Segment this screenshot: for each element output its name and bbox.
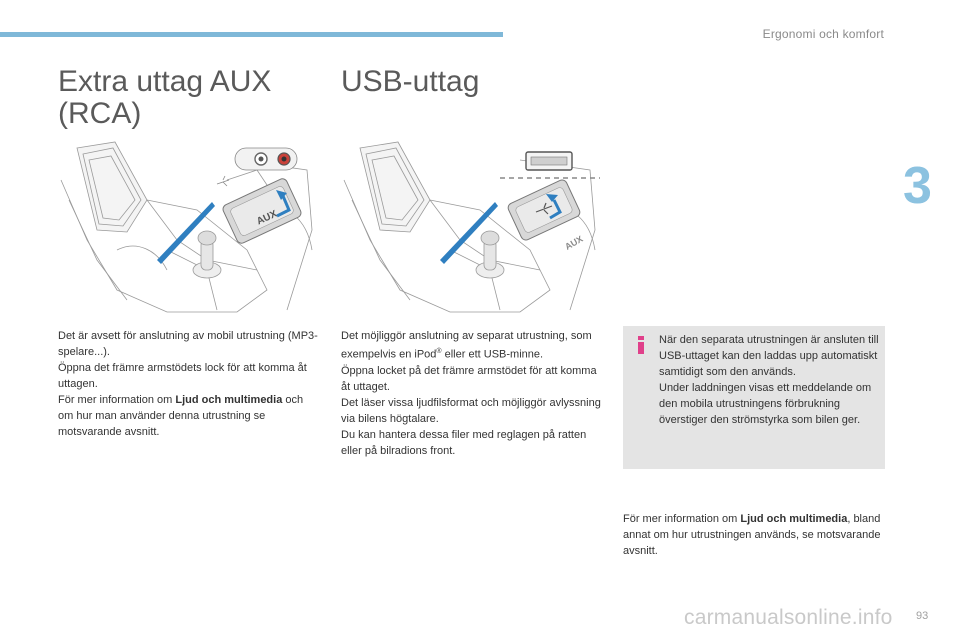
info-box	[623, 326, 885, 469]
watermark: carmanualsonline.info	[684, 606, 893, 629]
aux-description	[58, 328, 320, 440]
usb-description	[341, 328, 605, 459]
usb-text-1	[341, 328, 605, 363]
bottom-note-post: , bland annat om hur utrustningen används, se motsvarande avsnitt.	[623, 513, 881, 557]
aux-illustration-label: AUX	[255, 208, 279, 228]
registered-mark: ®	[436, 348, 442, 355]
aux-text-1: Det är avsett för anslutning av mobil utrustning (MP3-spelare...).	[58, 330, 318, 358]
page-number: 93	[916, 610, 929, 622]
usb-text-3: Det läser vissa ljudfilsformat och möjliggör avlyssning via bilens högtalare.	[341, 396, 601, 425]
header-accent-bar	[0, 32, 503, 37]
bottom-note-text	[623, 511, 893, 559]
usb-text-2: Öppna locket på det främre armstödet för att komma åt uttaget.	[341, 364, 597, 393]
aux-text-3-pre: För mer information om	[58, 394, 176, 406]
info-text-2: Under laddningen visas ett meddelande om den mobila utrustningens förbrukning överstiger den strömstyrka som bilen ger.	[659, 382, 872, 426]
info-icon	[634, 336, 648, 354]
aux-text-3-post: och om hur man använder denna utrustning se motsvarande avsnitt.	[58, 394, 304, 438]
aux-illustration	[57, 140, 317, 316]
info-text	[659, 332, 881, 428]
usb-text-4: Du kan hantera dessa filer med reglagen på ratten eller på bilradions front.	[341, 428, 587, 457]
aux-heading-line1: Extra uttag AUX	[58, 65, 272, 98]
bottom-note	[623, 511, 893, 559]
usb-heading: USB-uttag	[341, 65, 480, 98]
section-title: Ergonomi och komfort	[762, 27, 884, 41]
usb-illustration-label: AUX	[563, 233, 585, 252]
aux-text-3-bold: Ljud och multimedia	[175, 394, 283, 406]
bottom-note-pre: För mer information om	[623, 513, 741, 525]
chapter-number: 3	[903, 157, 932, 215]
bottom-note-bold: Ljud och multimedia	[740, 513, 848, 525]
usb-illustration	[340, 140, 600, 316]
aux-text-3	[58, 392, 320, 440]
usb-text-1-post: eller ett USB-minne.	[441, 348, 544, 361]
usb-text-1-pre: Det möjliggör anslutning av separat utrustning, som exempelvis en iPod	[341, 330, 592, 361]
info-text-1: När den separata utrustningen är ansluten till USB-uttaget kan den laddas upp automatiskt samtidigt som den används.	[659, 334, 879, 378]
aux-text-2: Öppna det främre armstödets lock för att komma åt uttagen.	[58, 362, 307, 390]
aux-heading-line2: (RCA)	[58, 97, 142, 130]
aux-heading	[58, 66, 318, 130]
